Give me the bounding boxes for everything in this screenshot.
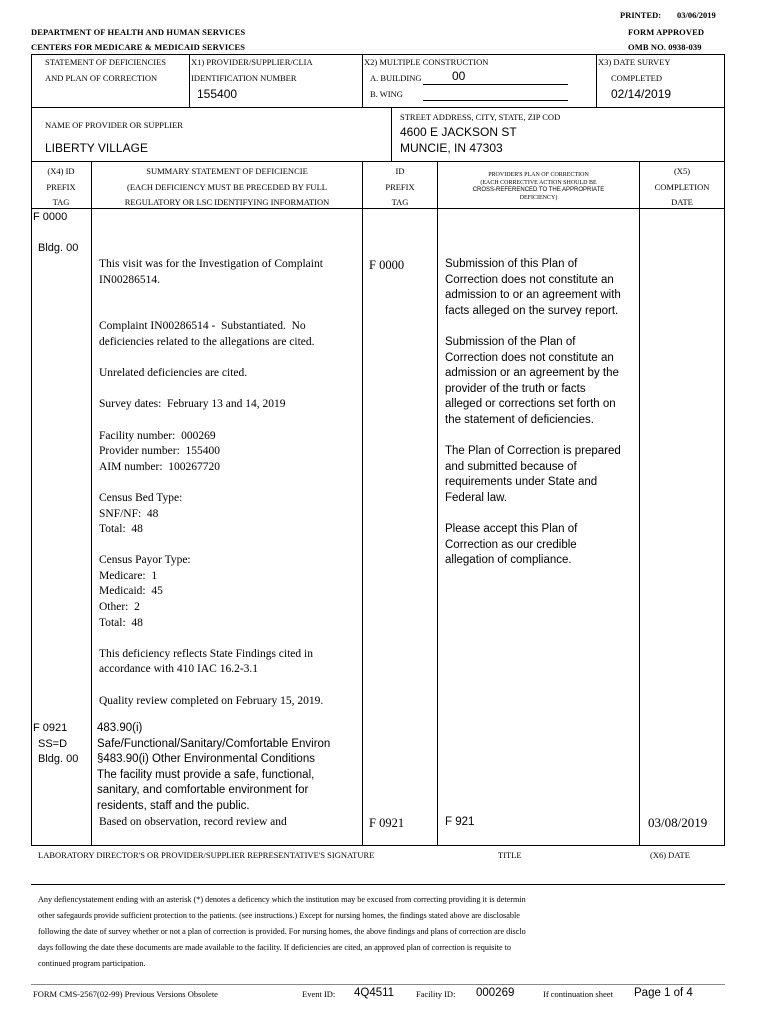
footnote-line: Any defiencystatement ending with an asterisk (*) denotes a deficency which the institution may be excused from correcting providing it is determin	[38, 895, 526, 904]
summary-line: residents, staff and the public.	[97, 799, 250, 812]
id-tag-f0921: F 0921	[369, 816, 405, 830]
summary-last-line: Based on observation, record review and	[99, 816, 287, 828]
summary-line: Medicare: 1	[99, 569, 158, 582]
event-id-value: 4Q4511	[354, 987, 395, 999]
plan-line	[445, 429, 635, 445]
summary-line: Census Payor Type:	[99, 554, 191, 567]
plan-line: The Plan of Correction is prepared	[445, 445, 621, 458]
col-divider-x4	[91, 161, 92, 846]
building-label: A. BUILDING	[370, 73, 422, 83]
x4-header-3: TAG	[52, 197, 70, 207]
summary-line: Total: 48	[99, 523, 143, 536]
left-tag-f0000: F 0000	[33, 211, 68, 223]
plan-line: admission or an agreement by the	[445, 367, 619, 380]
summary-line	[99, 351, 361, 367]
summary-line: Other: 2	[99, 601, 140, 614]
summary-line: AIM number: 100267720	[99, 460, 221, 473]
facility-id-value: 000269	[476, 987, 515, 999]
plan-header-4: DEFICIENCY)	[519, 195, 558, 201]
summary-line: deficiencies related to the allegations are cited.	[99, 335, 315, 348]
table-right-border	[724, 54, 725, 846]
provider-name-label: NAME OF PROVIDER OR SUPPLIER	[45, 120, 183, 130]
page-number: Page 1 of 4	[634, 987, 693, 999]
summary-line: accordance with 410 IAC 16.2-3.1	[99, 663, 259, 676]
x3-label-1: X3) DATE SURVEY	[598, 57, 671, 67]
footnote-line: following the date of survey whether or not a plan of correction is provided. For nursing homes, the above findings and plans of correction are disclo	[38, 927, 526, 936]
summary-line	[99, 631, 361, 647]
summary-line: §483.90(i) Other Environmental Conditions	[97, 753, 315, 766]
id-header-1: ID	[395, 166, 405, 176]
plan-line: provider of the truth or facts	[445, 382, 586, 395]
plan-line: admission to or an agreement with	[445, 289, 621, 302]
summary-line: IN00286514.	[99, 273, 161, 286]
id-tag-f0000: F 0000	[369, 258, 405, 272]
col-divider-plan	[639, 161, 640, 846]
survey-completed-date: 02/14/2019	[611, 87, 672, 101]
summary-line: This deficiency reflects State Findings cited in	[99, 647, 313, 660]
plan-line: alleged or corrections set forth on	[445, 398, 616, 411]
x3-label-2: COMPLETED	[611, 73, 662, 83]
summary-line: Complaint IN00286514 - Substantiated. No	[99, 320, 306, 333]
table-bottom-border	[31, 845, 725, 846]
statement-label-1: STATEMENT OF DEFICIENCIES	[45, 57, 167, 67]
provider-name: LIBERTY VILLAGE	[45, 141, 148, 155]
x2-label: X2) MULTIPLE CONSTRUCTION	[364, 57, 489, 67]
form-approved: FORM APPROVED	[628, 27, 705, 37]
summary-line: Survey dates: February 13 and 14, 2019	[99, 398, 286, 411]
plan-of-correction-block	[445, 257, 635, 569]
summary-line	[99, 304, 361, 320]
x1-label-2: IDENTIFICATION NUMBER	[191, 73, 297, 83]
footnote-text	[38, 892, 728, 972]
plan-line: requirements under State and	[445, 476, 598, 489]
signature-bottom-line	[31, 884, 725, 885]
plan-tag-f921: F 921	[445, 816, 475, 828]
plan-line: and submitted because of	[445, 460, 577, 473]
address-line-2: MUNCIE, IN 47303	[400, 141, 503, 155]
plan-line: Correction does not constitute an	[445, 273, 614, 286]
summary-line: Unrelated deficiencies are cited.	[99, 367, 248, 380]
x3-divider	[596, 54, 597, 108]
left-bldg-1: Bldg. 00	[38, 242, 79, 254]
summary-line	[99, 678, 361, 694]
column-header-bottom	[31, 208, 725, 209]
footnote-line: days following the date these documents are made available to the facility. If deficiencies are cited, an approved plan of correction is requisite to	[38, 943, 512, 952]
x1-label-1: X1) PROVIDER/SUPPLIER/CLIA	[191, 57, 313, 67]
department-title: DEPARTMENT OF HEALTH AND HUMAN SERVICES	[31, 27, 246, 37]
completion-date: 03/08/2019	[648, 815, 708, 830]
summary-line: Medicaid: 45	[99, 585, 163, 598]
summary-line	[99, 382, 361, 398]
top-table-divider	[31, 107, 725, 108]
wing-label: B. WING	[370, 89, 403, 99]
event-id-label: Event ID:	[302, 989, 336, 999]
col-divider-id	[437, 161, 438, 846]
x5-header-2: COMPLETION	[654, 182, 710, 192]
summary-line: Quality review completed on February 15, 2019.	[99, 694, 324, 707]
address-divider	[391, 107, 392, 162]
summary-line	[99, 475, 361, 491]
facility-id-label: Facility ID:	[416, 989, 456, 999]
summary-header-2: (EACH DEFICIENCY MUST BE PRECEDED BY FULL	[127, 182, 327, 192]
form-id: FORM CMS-2567(02-99) Previous Versions Obsolete	[33, 989, 218, 999]
footnote-line: other safegaurds provide sufficient protection to the patients. (see instructions.) Except for nursing homes, the findings stated above are disclosable	[38, 911, 520, 920]
summary-line: Safe/Functional/Sanitary/Comfortable Environ	[97, 737, 331, 750]
x2-divider	[362, 54, 363, 108]
plan-line: Correction does not constitute an	[445, 351, 614, 364]
left-tag-f0921: F 0921	[33, 722, 68, 734]
plan-line: Submission of the Plan of	[445, 335, 576, 348]
id-header-3: TAG	[391, 197, 409, 207]
left-bldg-2: Bldg. 00	[38, 753, 79, 765]
id-header-2: PREFIX	[385, 182, 415, 192]
address-label: STREET ADDRESS, CITY, STATE, ZIP COD	[400, 112, 561, 122]
building-value: 00	[452, 69, 466, 83]
continuation-label: If continuation sheet	[543, 989, 613, 999]
x4-header-1: (X4) ID	[47, 166, 75, 176]
centers-title: CENTERS FOR MEDICARE & MEDICAID SERVICES	[31, 42, 246, 52]
plan-line: Submission of this Plan of	[445, 258, 578, 270]
omb-number: OMB NO. 0938-039	[628, 42, 702, 52]
title-label: TITLE	[498, 850, 522, 860]
plan-line	[445, 319, 635, 335]
plan-line	[445, 507, 635, 523]
summary-line	[99, 538, 361, 554]
summary-line	[99, 413, 361, 429]
summary-line: Provider number: 155400	[99, 445, 221, 458]
x5-header-1: (X5)	[673, 166, 691, 176]
x1-divider	[189, 54, 190, 108]
summary-statement-block-1	[99, 257, 361, 709]
plan-header-1: PROVIDER'S PLAN OF CORRECTION	[488, 172, 589, 178]
top-table-border-top	[31, 54, 725, 55]
summary-header-1: SUMMARY STATEMENT OF DEFICIENCIE	[146, 166, 308, 176]
x4-header-2: PREFIX	[46, 182, 76, 192]
address-line-1: 4600 E JACKSON ST	[400, 125, 517, 139]
printed-label: PRINTED:	[620, 10, 662, 20]
footer-rule	[31, 984, 725, 985]
plan-line: Correction as our credible	[445, 538, 577, 551]
date-label: (X6) DATE	[650, 850, 690, 860]
plan-line: allegation of compliance.	[445, 554, 572, 567]
footnote-line: continued program participation.	[38, 959, 146, 968]
summary-line: This visit was for the Investigation of Complaint	[99, 258, 323, 270]
plan-line: facts alleged on the survey report.	[445, 304, 619, 317]
column-header-top	[31, 161, 725, 162]
summary-line: Facility number: 000269	[99, 429, 216, 442]
x5-header-3: DATE	[671, 197, 693, 207]
provider-id-value: 155400	[197, 87, 238, 101]
wing-underline	[423, 100, 568, 101]
summary-line: The facility must provide a safe, functional,	[97, 768, 315, 781]
printed-date: 03/06/2019	[677, 10, 716, 20]
plan-line: the statement of deficiencies.	[445, 413, 594, 426]
left-scope-severity: SS=D	[38, 738, 68, 750]
summary-line: Total: 48	[99, 616, 143, 629]
summary-line: 483.90(i)	[97, 722, 143, 734]
summary-statement-block-2	[97, 721, 361, 815]
summary-line: Census Bed Type:	[99, 491, 183, 504]
plan-header-3: CROSS-REFERENCED TO THE APPROPRIATE	[472, 187, 605, 193]
plan-line: Federal law.	[445, 491, 508, 504]
summary-line	[99, 288, 361, 304]
col-divider-summary	[362, 161, 363, 846]
summary-header-3: REGULATORY OR LSC IDENTIFYING INFORMATION	[124, 197, 330, 207]
plan-header-2: (EACH CORRECTIVE ACTION SHOULD BE	[480, 180, 597, 186]
building-underline	[423, 84, 568, 85]
plan-line: Please accept this Plan of	[445, 523, 578, 536]
summary-line: sanitary, and comfortable environment for	[97, 784, 309, 797]
summary-line: SNF/NF: 48	[99, 507, 159, 520]
signature-label: LABORATORY DIRECTOR'S OR PROVIDER/SUPPLIER REPRESENTATIVE'S SIGNATURE	[38, 850, 375, 860]
statement-label-2: AND PLAN OF CORRECTION	[45, 73, 158, 83]
